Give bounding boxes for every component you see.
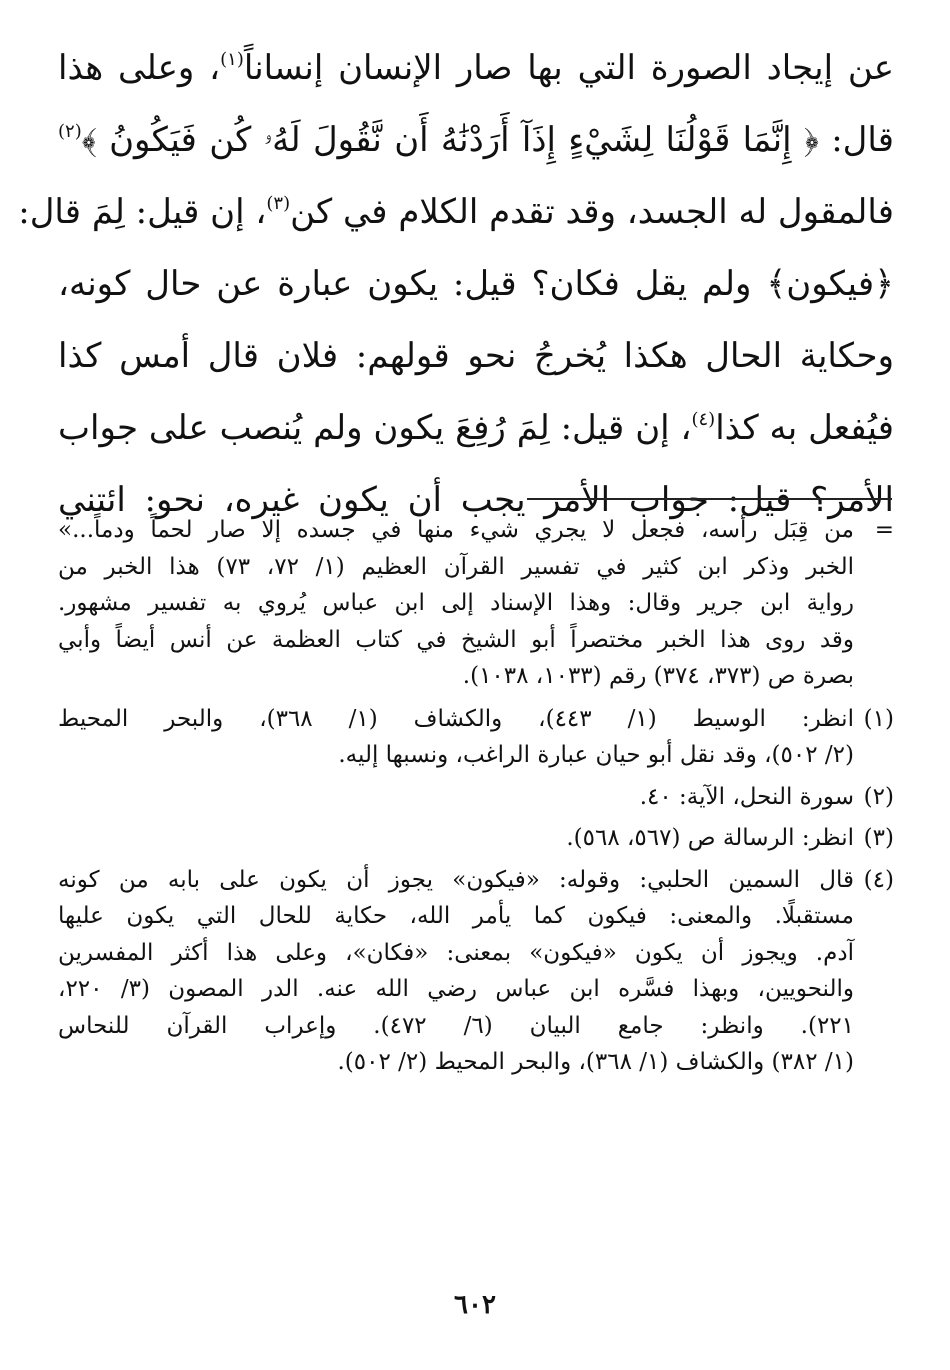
footnote-line: الخبر وذكر ابن كثير في تفسير القرآن العظيم (١/ ٧٢، ٧٣) هذا الخبر من [58,553,855,580]
footnote-3 [58,820,894,857]
main-line: ﴿فيكون﴾ ولم يقل فكان؟ قيل: يكون عبارة عن حال كونه، [58,264,894,304]
footnotes [58,512,894,1086]
footnote-marker: (١) [863,705,894,732]
footnote-ref[interactable]: (٤) [691,409,716,430]
footnote-divider [527,498,892,500]
footnote-line: قال السمين الحلبي: وقوله: «فيكون» يجوز أن يكون على بابه من كونه [58,866,854,893]
main-line: وحكاية الحال هكذا يُخرجُ نحو قولهم: فلان قال أمس كذا [58,336,894,376]
page-body [18,28,894,532]
footnote-1 [58,701,894,774]
main-line-quran-verse: قال: ﴿ إِنَّمَا قَوْلُنَا لِشَيْءٍ إِذَآ أَرَدْنَٰهُ أَن نَّقُولَ لَهُۥ كُن فَيَكُونُ ﴾$^{(٢)}$ [58,120,894,160]
footnote-ref[interactable]: (٢) [58,121,82,142]
main-text [18,28,894,532]
footnote-4 [58,862,894,1081]
page-number: ٦٠٢ [454,1290,496,1320]
footnote-line: وقد روى هذا الخبر مختصراً أبو الشيخ في كتاب العظمة عن أنس أيضاً وأبي [58,626,854,653]
footnote-line: من قِبَل رأسه، فجعل لا يجري شيء منها في جسده إلا صار لحماً ودماً...» [58,517,854,543]
footnote-line: بصرة ص (٣٧٣، ٣٧٤) رقم (١٠٣٣، ١٠٣٨). [462,663,854,689]
continuation-marker: = [874,517,894,543]
footnote-line: (٢/ ٥٠٢)، وقد نقل أبو حيان عبارة الراغب، ونسبها إليه. [338,742,854,768]
footnote-line: رواية ابن جرير وقال: وهذا الإسناد إلى ابن عباس يُروي به تفسير مشهور. [58,590,854,616]
main-line: فالمقول له الجسد، وقد تقدم الكلام في كن$^{(٣)}$، إن قيل: لِمَ قال: [18,192,894,232]
main-line: عن إيجاد الصورة التي بها صار الإنسان إنساناً$^{(١)}$، وعلى هذا [58,48,894,88]
footnote-line: ٢٢١). وانظر: جامع البيان (٦/ ٤٧٢). وإعراب القرآن للنحاس [58,1012,855,1039]
footnote-line: والنحويين، وبهذا فسَّره ابن عباس رضي الله عنه. الدر المصون (٣/ ٢٢٠، [58,976,855,1002]
footnote-line: انظر: الوسيط (١/ ٤٤٣)، والكشاف (١/ ٣٦٨)، والبحر المحيط [58,705,854,732]
footnote-marker: (٢) [863,783,894,810]
footnote-line: مستقبلًا. والمعنى: فيكون كما يأمر الله، حكاية للحال التي يكون عليها [58,903,854,929]
footnote-ref[interactable]: (١) [220,49,244,70]
footnote-2 [58,779,894,816]
main-line: الأمر؟ قيل: جواب الأمر يجب أن يكون غيره، نحو: ائتني [58,480,894,520]
footnote-line: آدم. ويجوز أن يكون «فيكون» بمعنى: «فكان»، وعلى هذا أكثر المفسرين [58,939,854,966]
footnote-continuation [58,512,894,695]
footnote-line: انظر: الرسالة ص (٥٦٧، ٥٦٨). [566,825,854,851]
footnote-marker: (٣) [863,825,894,851]
footnote-ref[interactable]: (٣) [266,193,291,214]
footnote-marker: (٤) [863,866,894,893]
main-line: فيُفعل به كذا$^{(٤)}$، إن قيل: لِمَ رُفِعَ يكون ولم يُنصب على جواب [58,408,894,448]
footnote-line: (١/ ٣٨٢) والكشاف (١/ ٣٦٨)، والبحر المحيط (٢/ ٥٠٢). [337,1049,854,1075]
footnote-line: سورة النحل، الآية: ٤٠. [639,783,854,810]
